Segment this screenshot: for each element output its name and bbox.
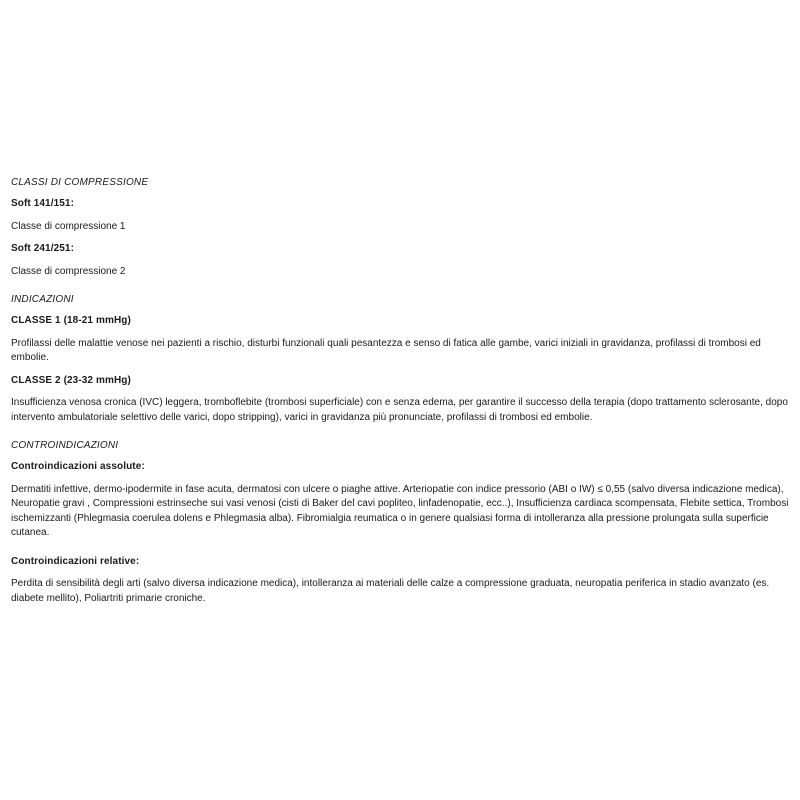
class-1-indications-paragraph: Profilassi delle malattie venose nei pazienti a rischio, disturbi funzionali quali pesantezza e senso di fatica alle gambe, varici iniziali in gravidanza, profilassi di trombosi ed embolie. xyxy=(11,337,761,363)
class-2-label: CLASSE 2 (23-32 mmHg) xyxy=(11,374,131,386)
section-contraindications xyxy=(11,439,790,606)
variant-value-soft-241-251: Classe di compressione 2 xyxy=(11,265,126,277)
section-compression-classes xyxy=(11,176,790,279)
variant-label-soft-241-251: Soft 241/251: xyxy=(11,243,74,254)
class-2-indications-paragraph: Insufficienza venosa cronica (IVC) leggera, tromboflebite (trombosi superficiale) con e senza edema, per garantire il successo della terapia (dopo trattamento sclerosante, dopo intervento ambulatoriale selettivo delle varici, dopo stripping), varici in gravidanza più pronunciate, profilassi di trombosi ed embolie. xyxy=(11,397,788,423)
section-heading-classi-di-compressione: CLASSI DI COMPRESSIONE xyxy=(11,177,149,188)
absolute-contraindications-label: Controindicazioni assolute: xyxy=(11,461,145,472)
section-heading-indicazioni: INDICAZIONI xyxy=(11,294,74,305)
class-1-label: CLASSE 1 (18-21 mmHg) xyxy=(11,315,131,326)
absolute-contraindications-paragraph: Dermatiti infettive, dermo-ipodermite in fase acuta, dermatosi con ulcere o piaghe attive. Arteriopatie con indice pressorio (ABI o IW) ≤ 0,55 (salvo diversa indicazione medica), Neuropatie gravi , Compressioni estrinseche sui vasi venosi (cisti di Baker del cavi popliteo, linfadenopatie, ecc..), Insufficienza cardiaca scompensata, Flebite settica, Trombosi ischemizzanti (Phlegmasia coerulea dolens e Phlegmasia alba). Fibromialgia reumatica o in genere qualsiasi forma di intolleranza alla pressione prolungata sulla superficie cutanea. xyxy=(11,483,789,538)
section-heading-controindicazioni: CONTROINDICAZIONI xyxy=(11,440,119,451)
variant-value-soft-141-151: Classe di compressione 1 xyxy=(11,220,126,232)
variant-label-soft-141-151: Soft 141/151: xyxy=(11,198,74,209)
section-indications xyxy=(11,293,790,425)
relative-contraindications-label: Controindicazioni relative: xyxy=(11,555,140,567)
relative-contraindications-paragraph: Perdita di sensibilità degli arti (salvo diversa indicazione medica), intolleranza ai materiali delle calze a compressione graduata, neuropatia periferica in stadio avanzato (es. diabete mellito), Poliartriti primarie croniche. xyxy=(11,578,770,604)
